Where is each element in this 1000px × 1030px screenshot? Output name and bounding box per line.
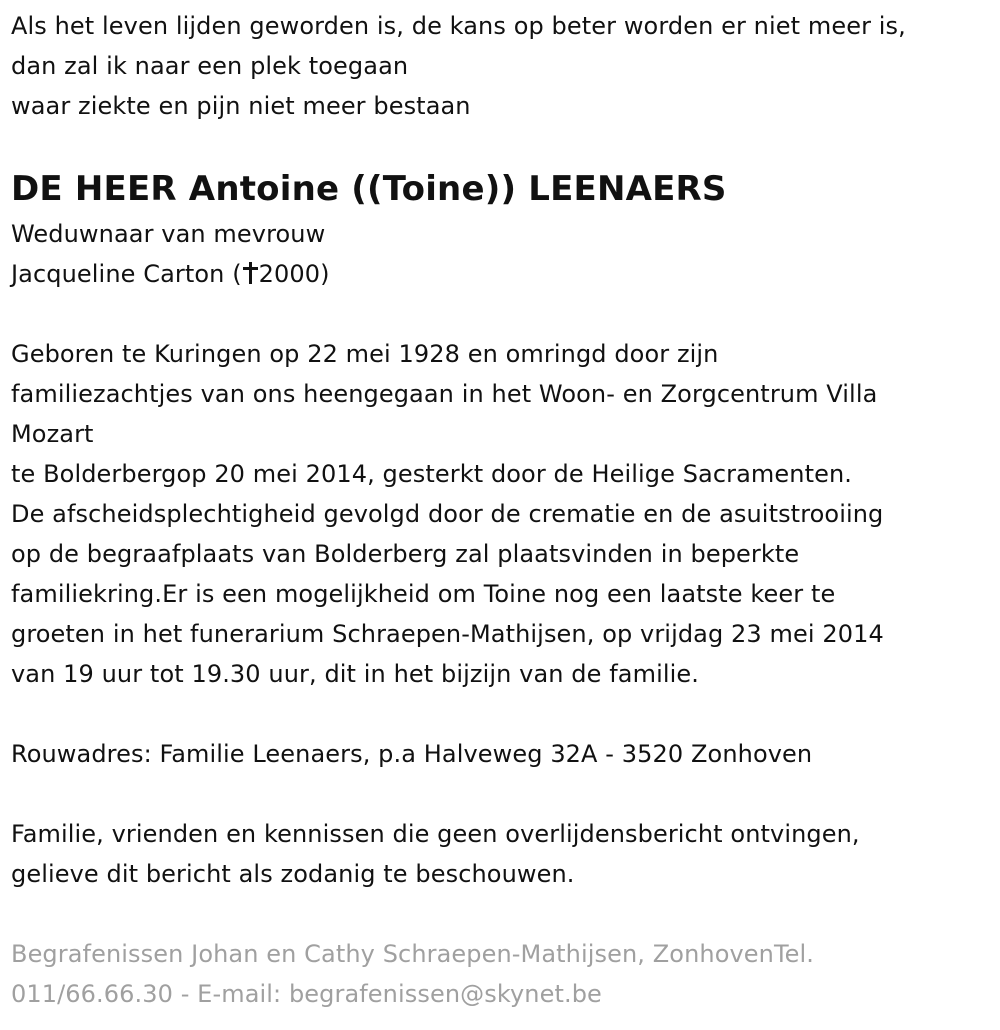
notice-line: Familie, vrienden en kennissen die geen overlijdensbericht ontvingen, [11, 820, 860, 848]
poem-line-3: waar ziekte en pijn niet meer bestaan [11, 92, 471, 120]
opening-poem [11, 6, 996, 126]
mourning-address: Rouwadres: Familie Leenaers, p.a Halveweg 32A - 3520 Zonhoven [11, 740, 813, 768]
spouse-name: Jacqueline Carton ( [11, 260, 242, 288]
relation-line: Weduwnaar van mevrouw [11, 220, 326, 248]
funeral-home-footer [11, 934, 996, 1014]
announcement-line: familiekring.Er is een mogelijkheid om Toine nog een laatste keer te [11, 580, 836, 608]
notice-line: gelieve dit bericht als zodanig te beschouwen. [11, 860, 575, 888]
obituary-notice [11, 6, 996, 1014]
announcement-line: te Bolderbergop 20 mei 2014, gesterkt door de Heilige Sacramenten. [11, 460, 852, 488]
poem-line-2: dan zal ik naar een plek toegaan [11, 52, 409, 80]
cross-icon [242, 261, 258, 285]
announcement-line: De afscheidsplechtigheid gevolgd door de crematie en de asuitstrooiing [11, 500, 884, 528]
announcement-line: Geboren te Kuringen op 22 mei 1928 en omringd door zijn [11, 340, 719, 368]
footer-line-company: Begrafenissen Johan en Cathy Schraepen-Mathijsen, ZonhovenTel. [11, 940, 815, 968]
poem-line-1: Als het leven lijden geworden is, de kans op beter worden er niet meer is, [11, 12, 906, 40]
spouse-death-year: 2000) [258, 260, 330, 288]
deceased-name: DE HEER Antoine ((Toine)) LEENAERS [11, 169, 727, 209]
spouse-line [11, 254, 996, 294]
announcement-line: op de begraafplaats van Bolderberg zal plaatsvinden in beperkte [11, 540, 800, 568]
footer-line-contact: 011/66.66.30 - E-mail: begrafenissen@skynet.be [11, 980, 602, 1008]
announcement-line: groeten in het funerarium Schraepen-Mathijsen, op vrijdag 23 mei 2014 [11, 620, 884, 648]
announcement-text [11, 334, 996, 694]
notice-text [11, 814, 996, 894]
announcement-line: van 19 uur tot 19.30 uur, dit in het bijzijn van de familie. [11, 660, 699, 688]
announcement-line: Mozart [11, 420, 94, 448]
announcement-line: familiezachtjes van ons heengegaan in het Woon- en Zorgcentrum Villa [11, 380, 878, 408]
